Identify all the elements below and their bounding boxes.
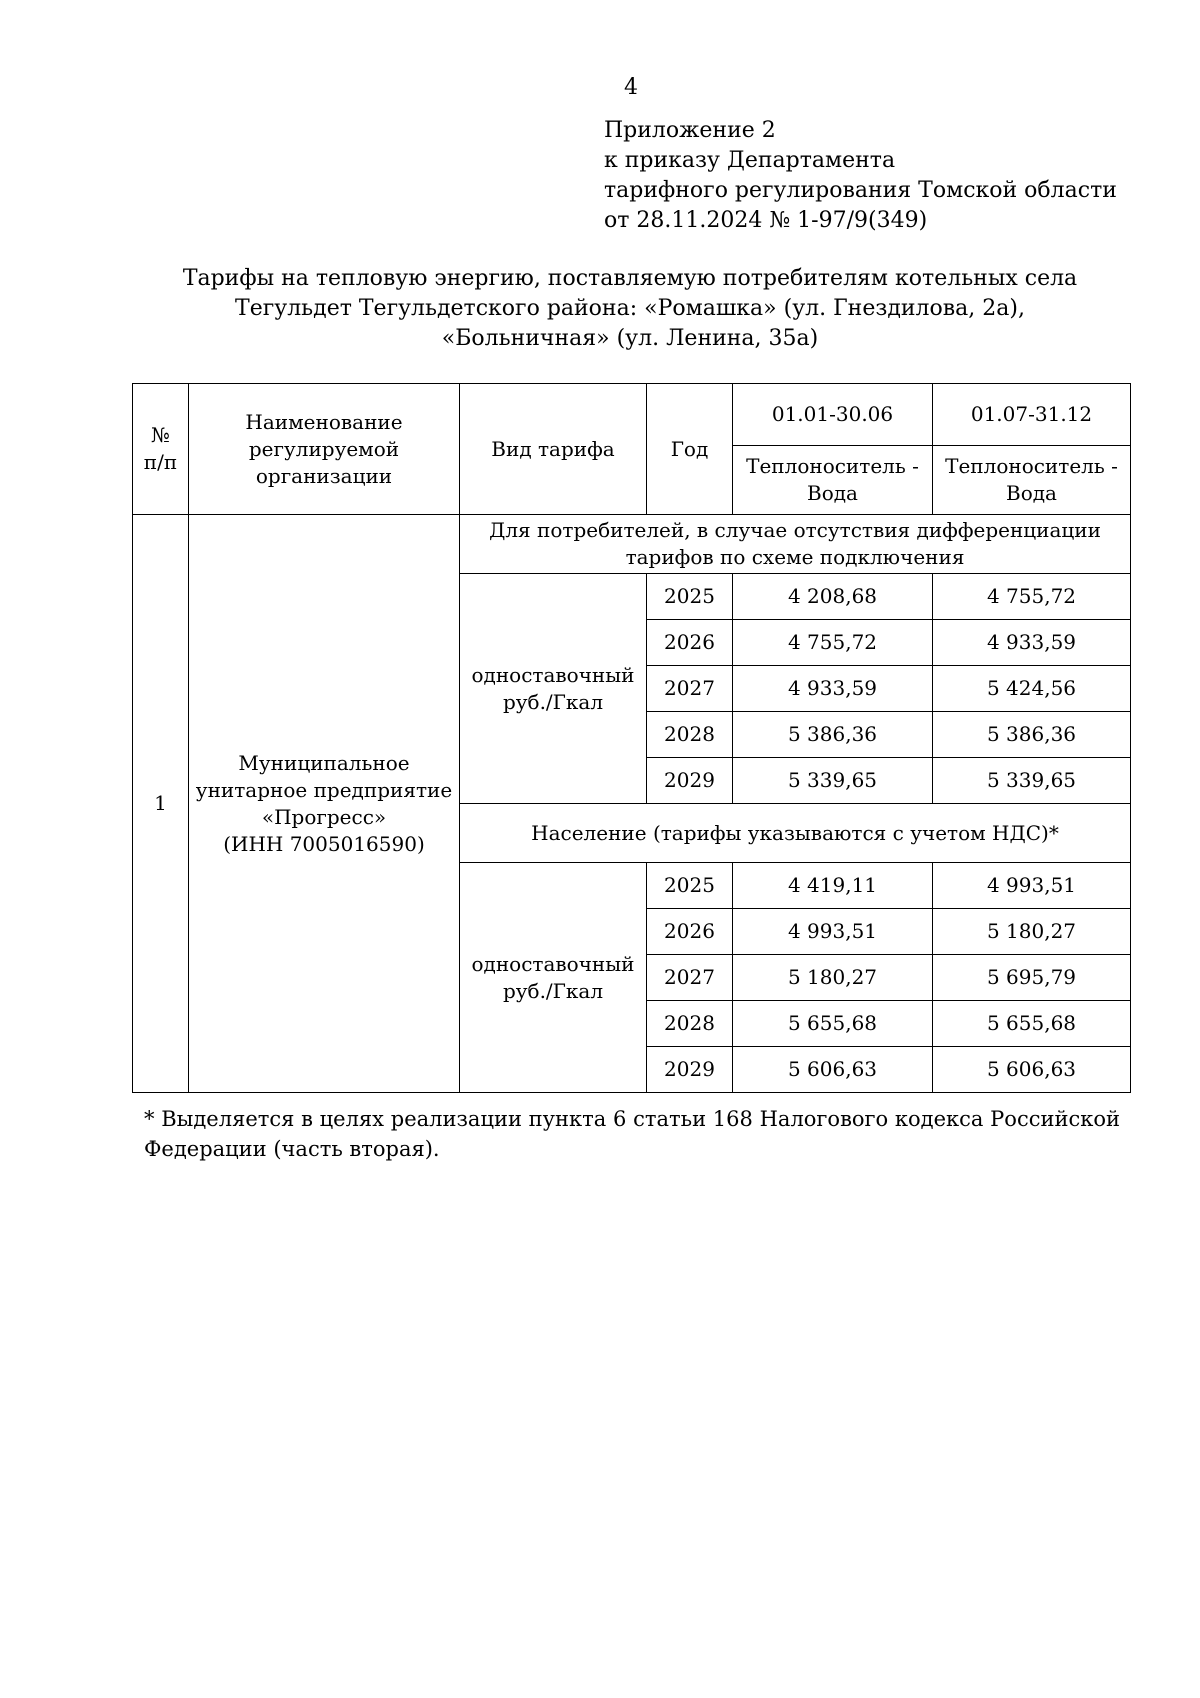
- organization-name: [189, 515, 460, 1093]
- year-cell: 2026: [647, 620, 733, 666]
- value-cell: 4 933,59: [733, 666, 933, 712]
- tariff-type-cell: [460, 574, 647, 804]
- section-title-row: [133, 515, 1131, 574]
- header-text: п/п: [143, 450, 178, 474]
- appendix-line: Приложение 2: [604, 118, 776, 143]
- header-period-2: 01.07-31.12: [933, 384, 1131, 446]
- header-tariff-type: Вид тарифа: [460, 384, 647, 515]
- year-cell: 2026: [647, 909, 733, 955]
- value-cell: 4 993,51: [733, 909, 933, 955]
- appendix-header: [604, 116, 1117, 236]
- value-cell: 5 386,36: [933, 712, 1131, 758]
- appendix-line: от 28.11.2024 № 1-97/9(349): [604, 208, 928, 233]
- header-text: Наименование: [245, 409, 403, 434]
- value-cell: 4 208,68: [733, 574, 933, 620]
- tariff-type-text: одноставочный: [471, 662, 635, 687]
- header-text: регулируемой: [248, 436, 400, 461]
- header-text: Теплоноситель -: [746, 454, 919, 478]
- header-carrier-1: [733, 446, 933, 515]
- title-line: Тарифы на тепловую энергию, поставляемую потребителям котельных села: [182, 266, 1078, 291]
- organization-text: «Прогресс»: [261, 804, 387, 829]
- value-cell: 5 606,63: [933, 1047, 1131, 1093]
- value-cell: 5 606,63: [733, 1047, 933, 1093]
- header-organization: [189, 384, 460, 515]
- value-cell: 5 655,68: [733, 1001, 933, 1047]
- header-text: №: [151, 423, 170, 447]
- header-text: организации: [255, 463, 393, 488]
- organization-text: Муниципальное: [238, 750, 410, 775]
- footnote: * Выделяется в целях реализации пункта 6 статьи 168 Налогового кодекса Российской Федерации (часть вторая).: [144, 1107, 1120, 1161]
- year-cell: 2028: [647, 712, 733, 758]
- value-cell: 5 180,27: [933, 909, 1131, 955]
- value-cell: 5 180,27: [733, 955, 933, 1001]
- year-cell: 2028: [647, 1001, 733, 1047]
- value-cell: 5 424,56: [933, 666, 1131, 712]
- appendix-line: тарифного регулирования Томской области: [604, 178, 1117, 203]
- page-number: 4: [624, 75, 638, 100]
- value-cell: 5 655,68: [933, 1001, 1131, 1047]
- tariff-type-text: руб./Гкал: [502, 689, 604, 714]
- section-title-text: тарифов по схеме подключения: [625, 545, 965, 569]
- section-title: Население (тарифы указываются с учетом НДС)*: [460, 804, 1131, 863]
- header-text: Вода: [807, 481, 858, 505]
- value-cell: 5 339,65: [733, 758, 933, 804]
- organization-text: (ИНН 7005016590): [223, 831, 425, 856]
- appendix-line: к приказу Департамента: [604, 148, 896, 173]
- section-title: [460, 515, 1131, 574]
- document-title: [150, 264, 1110, 354]
- year-cell: 2029: [647, 1047, 733, 1093]
- value-cell: 4 755,72: [933, 574, 1131, 620]
- header-period-1: 01.01-30.06: [733, 384, 933, 446]
- header-text: Вода: [1006, 481, 1057, 505]
- value-cell: 4 933,59: [933, 620, 1131, 666]
- year-cell: 2027: [647, 955, 733, 1001]
- header-carrier-2: [933, 446, 1131, 515]
- value-cell: 5 695,79: [933, 955, 1131, 1001]
- header-row: [133, 384, 1131, 446]
- tariff-type-cell: [460, 863, 647, 1093]
- tariff-table: [132, 383, 1131, 1093]
- header-number: [133, 384, 189, 515]
- year-cell: 2029: [647, 758, 733, 804]
- row-number: 1: [133, 515, 189, 1093]
- organization-text: унитарное предприятие: [195, 777, 453, 802]
- header-year: Год: [647, 384, 733, 515]
- year-cell: 2027: [647, 666, 733, 712]
- value-cell: 4 419,11: [733, 863, 933, 909]
- section-title-text: Для потребителей, в случае отсутствия дифференциации: [489, 518, 1101, 542]
- value-cell: 4 993,51: [933, 863, 1131, 909]
- tariff-type-text: руб./Гкал: [502, 978, 604, 1003]
- value-cell: 5 339,65: [933, 758, 1131, 804]
- value-cell: 5 386,36: [733, 712, 933, 758]
- title-line: Тегульдет Тегульдетского района: «Ромашка» (ул. Гнездилова, 2а),: [235, 296, 1025, 321]
- year-cell: 2025: [647, 574, 733, 620]
- tariff-type-text: одноставочный: [471, 951, 635, 976]
- year-cell: 2025: [647, 863, 733, 909]
- value-cell: 4 755,72: [733, 620, 933, 666]
- header-text: Теплоноситель -: [945, 454, 1118, 478]
- title-line: «Больничная» (ул. Ленина, 35а): [441, 326, 819, 351]
